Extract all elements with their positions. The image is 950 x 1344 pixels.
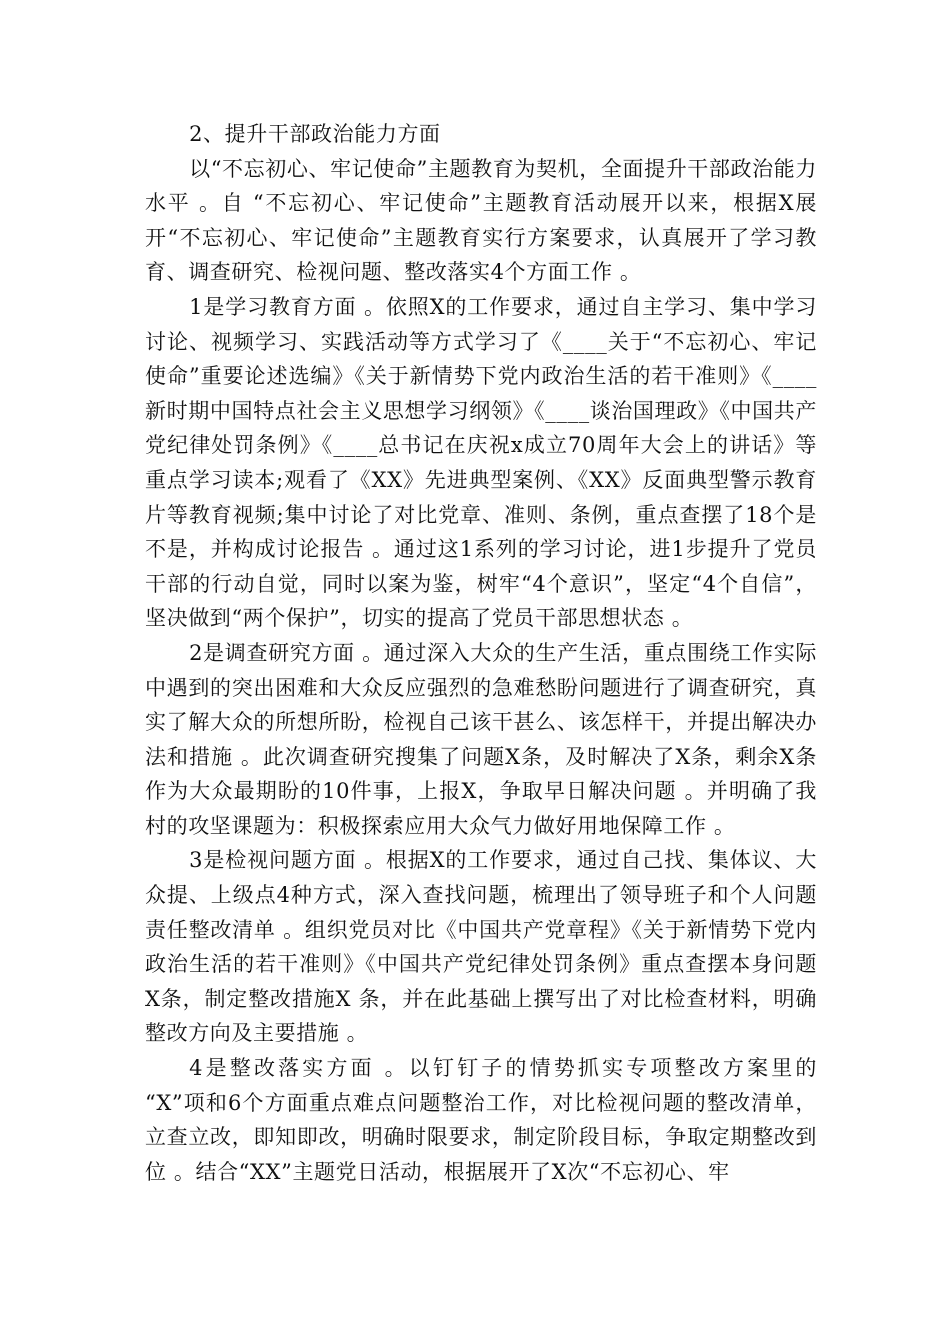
section-heading: 2、提升干部政治能力方面: [189, 122, 441, 146]
paragraph-rectification: 4是整改落实方面 。以钉钉子的情势抓实专项整改方案里的 “X”项和6个方面重点难点问题整治工作，对比检视问题的整改清单，立查立改，即知即改，明确时限要求，制定阶段目标，争取定期整改到位 。结合“XX”主题党日活动，根据展开了X次“不忘初心、牢: [145, 1056, 817, 1184]
paragraph-intro: 以“不忘初心、牢记使命”主题教育为契机，全面提升干部政治能力水平 。自 “不忘初心、牢记使命”主题教育活动展开以来，根据X展开“不忘初心、牢记使命”主题教育实行方案要求，认真展开了学习教育、调查研究、检视问题、整改落实4个方面工作 。: [145, 156, 817, 285]
paragraph-problem-review: 3是检视问题方面 。根据X的工作要求，通过自己找、集体议、大众提、上级点4种方式，深入查找问题，梳理出了领导班子和个人问题责任整改清单 。组织党员对比《中国共产党章程》《关于新情势下党内政治生活的若干准则》《中国共产党纪律处罚条例》重点查摆本身问题X条，制定整改措施X 条，并在此基础上撰写出了对比检查材料，明确整改方向及主要措施 。: [145, 848, 817, 1046]
paragraph-investigation-research: 2是调查研究方面 。通过深入大众的生产生活，重点围绕工作实际中遇到的突出困难和大众反应强烈的急难愁盼问题进行了调查研究，真实了解大众的所想所盼，检视自己该干甚么、该怎样干，并提出解决办法和措施 。此次调查研究搜集了问题X条，及时解决了X条，剩余X条作为大众最期盼的10件事，上报X，争取早日解决问题 。并明确了我村的攻坚课题为：积极探索应用大众气力做好用地保障工作 。: [145, 640, 817, 838]
document-body: [145, 117, 817, 1189]
paragraph-study-education: 1是学习教育方面 。依照X的工作要求，通过自主学习、集中学习讨论、视频学习、实践活动等方式学习了《____关于“不忘初心、牢记使命”重要论述选编》《关于新情势下党内政治生活的若干准则》《____新时期中国特点社会主义思想学习纲领》《____谈治国理政》《中国共产党纪律处罚条例》《____总书记在庆祝x成立70周年大会上的讲话》等重点学习读本;观看了《XX》先进典型案例、《XX》反面典型警示教育片等教育视频;集中讨论了对比党章、准则、条例，重点查摆了18个是不是，并构成讨论报告 。通过这1系列的学习讨论，进1步提升了党员干部的行动自觉，同时以案为鉴，树牢“4个意识”，坚定“4个自信”，坚决做到“两个保护”，切实的提高了党员干部思想状态 。: [145, 294, 817, 631]
